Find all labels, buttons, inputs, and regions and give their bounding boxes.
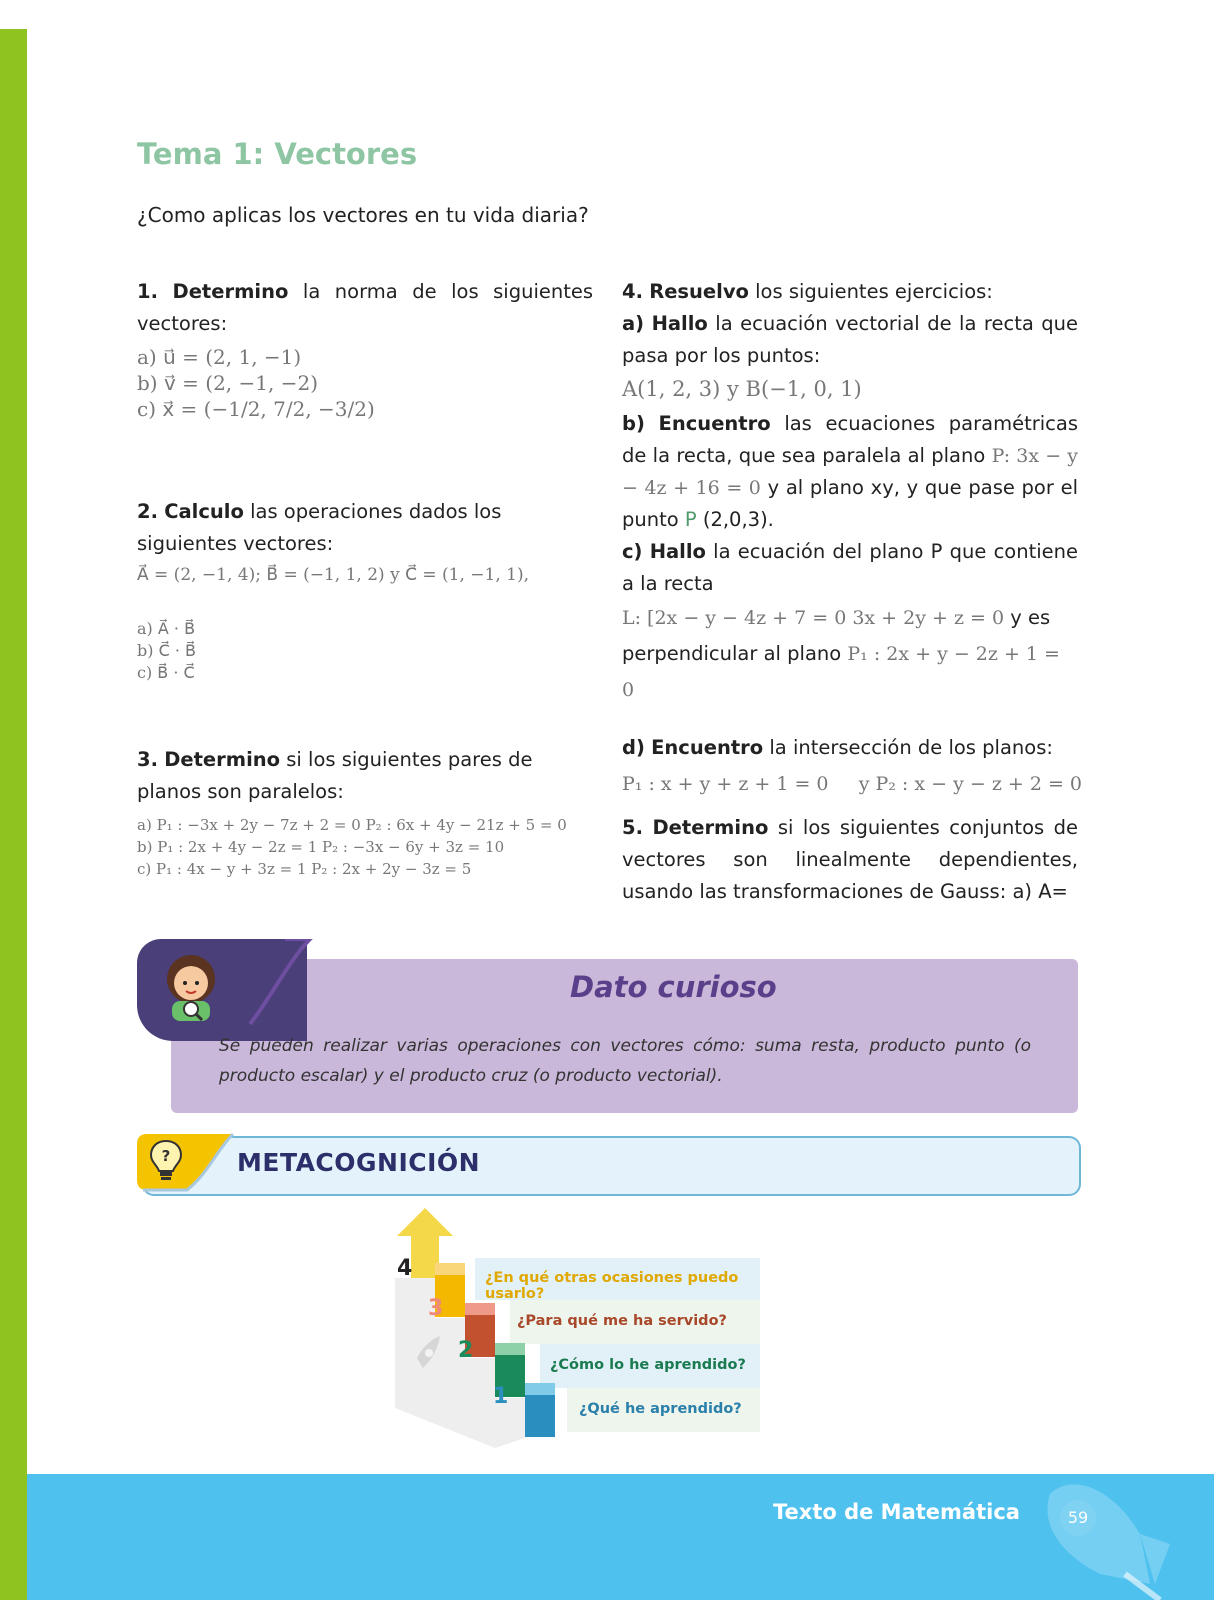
- ex1-verb: Determino: [172, 280, 289, 303]
- part-label: a): [622, 312, 645, 335]
- rocket-icon: [1030, 1474, 1180, 1600]
- left-accent-bar: [0, 29, 27, 1600]
- ex4-part-d: [622, 732, 1078, 764]
- step-question: ¿Cómo lo he aprendido?: [550, 1357, 746, 1373]
- ex4-number: 4.: [622, 280, 643, 303]
- ex4-a-points: A(1, 2, 3) y B(−1, 0, 1): [622, 377, 862, 401]
- ex2-item: b) C⃗ · B⃗: [137, 641, 196, 660]
- footer-book-title: Texto de Matemática: [773, 1500, 1020, 1524]
- step-question: ¿En qué otras ocasiones puedo usarlo?: [485, 1270, 739, 1302]
- stairs-graphic: [395, 1208, 765, 1458]
- plane-equation: P: 3x − y − 4z + 16 = 0: [622, 445, 1078, 499]
- fun-fact-title: Dato curioso: [570, 970, 777, 1004]
- student-avatar-icon: [160, 953, 222, 1023]
- ex3-verb: Determino: [164, 748, 281, 771]
- ex2-vectors: A⃗ = (2, −1, 4); B⃗ = (−1, 1, 2) y C⃗ = (1, −1, 1),: [137, 565, 529, 585]
- exercise-4: [622, 276, 1082, 804]
- metacognition-stairs: [395, 1208, 765, 1458]
- ex1-item: b) v⃗ = (2, −1, −2): [137, 371, 318, 395]
- step-number: 2: [458, 1338, 474, 1363]
- part-verb: Hallo: [651, 312, 708, 335]
- ex1-item: a) u⃗ = (2, 1, −1): [137, 345, 302, 369]
- ex4-part-c-line: [622, 600, 1078, 636]
- metacognition-title: METACOGNICIÓN: [237, 1148, 481, 1177]
- ex5-number: 5.: [622, 816, 643, 839]
- ex4-part-c-perp: [622, 636, 1078, 708]
- part-text: las ecuaciones paramétricas de la recta, que sea paralela al plano: [622, 412, 1078, 467]
- ex4-part-c: [622, 536, 1078, 600]
- plane-equation: P₁ : 2x + y − 2z + 1 = 0: [622, 643, 1060, 701]
- exercise-1: [137, 276, 593, 422]
- page-number: 59: [1060, 1500, 1096, 1536]
- ex4-text: los siguientes ejercicios:: [755, 280, 993, 303]
- point-coords: (2,0,3).: [702, 508, 774, 531]
- ex2-item: c) B⃗ · C⃗: [137, 663, 195, 682]
- part-verb: Encuentro: [658, 412, 771, 435]
- step-question: ¿Para qué me ha servido?: [517, 1313, 727, 1329]
- fun-fact-tab-curve: [230, 939, 340, 1039]
- step-number: 1: [493, 1384, 509, 1409]
- ex2-verb: Calculo: [164, 500, 244, 523]
- ex3-item: a) P₁ : −3x + 2y − 7z + 2 = 0 P₂ : 6x + 4y − 21z + 5 = 0: [137, 816, 567, 834]
- intro-question: ¿Como aplicas los vectores en tu vida diaria?: [137, 203, 589, 227]
- part-verb: Hallo: [649, 540, 706, 563]
- svg-text:?: ?: [161, 1147, 171, 1165]
- part-text: perpendicular al plano: [622, 642, 842, 665]
- ex3-item: c) P₁ : 4x − y + 3z = 1 P₂ : 2x + 2y − 3z = 5: [137, 860, 472, 878]
- part-text: la ecuación del plano P que contiene a la recta: [622, 540, 1079, 595]
- ex4-verb: Resuelvo: [649, 280, 749, 303]
- exercise-5: [622, 812, 1078, 908]
- step-question: ¿Qué he aprendido?: [579, 1401, 742, 1417]
- ex1-text: la norma de los siguientes vectores:: [137, 280, 594, 335]
- ex3-text: si los siguientes pares de planos son paralelos:: [137, 748, 533, 803]
- ex2-number: 2.: [137, 500, 158, 523]
- part-label: d): [622, 736, 645, 759]
- step-number: 4: [397, 1256, 413, 1281]
- ex1-number: 1.: [137, 280, 158, 303]
- part-text: la ecuación vectorial de la recta que pasa por los puntos:: [622, 312, 1079, 367]
- step-number: 3: [428, 1296, 444, 1321]
- page-title: Tema 1: Vectores: [137, 137, 418, 171]
- ex3-number: 3.: [137, 748, 158, 771]
- ex2-text: las operaciones dados los siguientes vectores:: [137, 500, 502, 555]
- ex5-verb: Determino: [652, 816, 769, 839]
- ex3-item: b) P₁ : 2x + 4y − 2z = 1 P₂ : −3x − 6y + 3z = 10: [137, 838, 505, 856]
- part-text: la intersección de los planos:: [769, 736, 1053, 759]
- part-verb: Encuentro: [651, 736, 764, 759]
- ex5-text: si los siguientes conjuntos de vectores son linealmente dependientes, usando las transformaciones de Gauss: a) A=: [622, 816, 1079, 903]
- exercise-3: [137, 744, 593, 880]
- ex1-item: c) x⃗ = (−1/2, 7/2, −3/2): [137, 397, 375, 421]
- exercise-2: [137, 496, 593, 684]
- part-text: y es: [1010, 606, 1051, 629]
- part-label: b): [622, 412, 645, 435]
- lightbulb-question-icon: [148, 1138, 184, 1182]
- part-label: c): [622, 540, 643, 563]
- ex2-item: a) A⃗ · B⃗: [137, 619, 196, 638]
- point-letter: P: [684, 508, 697, 531]
- ex4-d-planes: P₁ : x + y + z + 1 = 0 y P₂ : x − y − z + 2 = 0: [622, 773, 1082, 795]
- fun-fact-text: Se pueden realizar varias operaciones con vectores cómo: suma resta, producto punto (o producto escalar) y el producto cruz (o producto vectorial).: [219, 1036, 1031, 1086]
- ex4-part-a: [622, 308, 1078, 372]
- ex4-part-b: [622, 408, 1078, 536]
- part-text: y al plano xy, y que pase por el punto: [622, 476, 1079, 531]
- line-equation: L: [2x − y − 4z + 7 = 0 3x + 2y + z = 0: [622, 607, 1005, 629]
